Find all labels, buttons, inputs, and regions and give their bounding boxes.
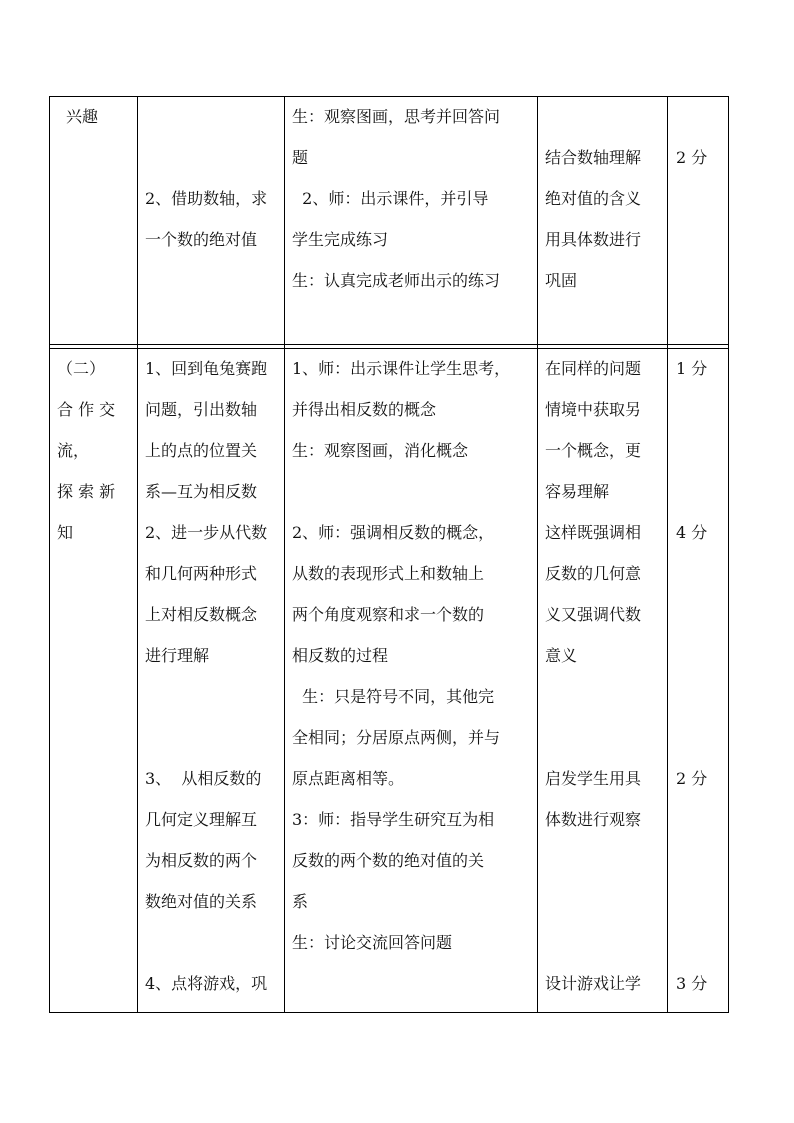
row2-content-cell	[145, 348, 267, 1004]
cell-text-line	[676, 676, 707, 717]
cell-text-line	[145, 96, 267, 137]
cell-text-line	[292, 471, 510, 512]
column-divider-2	[284, 96, 285, 1013]
cell-text-line	[676, 430, 707, 471]
cell-text-line: 意义	[545, 646, 578, 665]
cell-text-line: 在同样的问题	[545, 359, 642, 378]
column-divider-1	[137, 96, 138, 1013]
cell-text-line: 进行理解	[145, 646, 210, 665]
cell-text-line	[145, 137, 267, 178]
cell-text-line: 流，	[57, 441, 90, 460]
row1-stage-cell	[66, 96, 98, 137]
cell-text-line	[545, 840, 641, 881]
cell-text-line: 为相反数的两个	[145, 851, 258, 870]
cell-text-line: 数绝对值的关系	[145, 892, 258, 911]
cell-text-line: 上的点的位置关	[145, 441, 258, 460]
cell-text-line: 设计游戏让学	[545, 974, 642, 993]
cell-text-line: 2、师：强调相反数的概念，	[292, 523, 495, 542]
cell-text-line: 两个角度观察和求一个数的	[292, 605, 485, 624]
table-border-right	[728, 96, 729, 1013]
cell-text-line	[676, 594, 707, 635]
cell-text-line: 合 作 交	[57, 400, 116, 419]
cell-text-line: 反数的两个数的绝对值的关	[292, 851, 485, 870]
cell-text-line: 系—互为相反数	[145, 482, 258, 501]
row1-time-cell	[676, 96, 707, 178]
cell-text-line: 生：认真完成老师出示的练习	[292, 271, 501, 290]
row1-content-cell	[145, 96, 267, 260]
cell-text-line	[676, 471, 707, 512]
cell-text-line: （二）	[57, 359, 106, 378]
cell-text-line: 2、进一步从代数	[145, 523, 268, 542]
cell-text-line: 1、回到龟兔赛跑	[145, 359, 268, 378]
cell-text-line: 学生完成练习	[292, 230, 389, 249]
cell-text-line	[676, 635, 707, 676]
cell-text-line: 问题，引出数轴	[145, 400, 258, 419]
cell-text-line	[545, 676, 641, 717]
cell-text-line: 4、点将游戏，巩	[145, 974, 268, 993]
column-divider-4	[667, 96, 668, 1013]
table-border-bottom	[49, 1012, 729, 1013]
cell-text-line	[676, 717, 707, 758]
table-border-left	[49, 96, 50, 1013]
row1-activity-cell	[292, 96, 500, 301]
cell-text-line: 2 分	[676, 148, 708, 167]
cell-text-line: 相反数的过程	[292, 646, 389, 665]
cell-text-line	[676, 553, 707, 594]
cell-text-line: 1、师：出示课件让学生思考，	[292, 359, 511, 378]
cell-text-line: 绝对值的含义	[545, 189, 642, 208]
cell-text-line	[145, 676, 267, 717]
row2-activity-cell	[292, 348, 510, 963]
cell-text-line: 上对相反数概念	[145, 605, 258, 624]
row-divider	[49, 344, 729, 345]
cell-text-line	[545, 717, 641, 758]
cell-text-line: 和几何两种形式	[145, 564, 258, 583]
cell-text-line: 体数进行观察	[545, 810, 642, 829]
cell-text-line: 启发学生用具	[545, 769, 642, 788]
cell-text-line: 兴趣	[66, 107, 99, 126]
cell-text-line: 生：观察图画，思考并回答问	[292, 107, 501, 126]
cell-text-line	[676, 922, 707, 963]
column-divider-3	[537, 96, 538, 1013]
cell-text-line	[145, 717, 267, 758]
cell-text-line: 这样既强调相	[545, 523, 642, 542]
cell-text-line: 3、 从相反数的	[145, 769, 262, 788]
cell-text-line: 原点距离相等。	[292, 769, 405, 788]
cell-text-line	[676, 389, 707, 430]
cell-text-line: 情境中获取另	[545, 400, 642, 419]
row2-time-cell	[676, 348, 707, 1004]
cell-text-line: 用具体数进行	[545, 230, 642, 249]
cell-text-line: 反数的几何意	[545, 564, 642, 583]
cell-text-line: 义又强调代数	[545, 605, 642, 624]
row2-stage-cell	[57, 348, 115, 553]
cell-text-line: 3 分	[676, 974, 708, 993]
cell-text-line	[676, 840, 707, 881]
cell-text-line: 一个概念，更	[545, 441, 642, 460]
cell-text-line	[545, 922, 641, 963]
cell-text-line: 生：观察图画，消化概念	[292, 441, 469, 460]
cell-text-line: 从数的表现形式上和数轴上	[292, 564, 485, 583]
cell-text-line	[676, 96, 707, 137]
cell-text-line: 2 分	[676, 769, 708, 788]
cell-text-line	[676, 799, 707, 840]
cell-text-line: 生：只是符号不同，其他完	[292, 687, 495, 706]
cell-text-line: 全相同；分居原点两侧，并与	[292, 728, 501, 747]
cell-text-line	[545, 881, 641, 922]
cell-text-line: 生：讨论交流回答问题	[292, 933, 453, 952]
row2-intent-cell	[545, 348, 641, 1004]
cell-text-line: 一个数的绝对值	[145, 230, 258, 249]
cell-text-line: 1 分	[676, 359, 708, 378]
row1-intent-cell	[545, 96, 641, 301]
cell-text-line: 巩固	[545, 271, 578, 290]
cell-text-line	[676, 881, 707, 922]
cell-text-line: 知	[57, 523, 74, 542]
cell-text-line	[145, 922, 267, 963]
cell-text-line: 结合数轴理解	[545, 148, 642, 167]
cell-text-line: 并得出相反数的概念	[292, 400, 437, 419]
cell-text-line: 2、借助数轴，求	[145, 189, 268, 208]
cell-text-line: 探 索 新	[57, 482, 116, 501]
cell-text-line	[545, 96, 641, 137]
cell-text-line: 4 分	[676, 523, 708, 542]
cell-text-line: 容易理解	[545, 482, 610, 501]
cell-text-line: 系	[292, 892, 309, 911]
cell-text-line: 几何定义理解互	[145, 810, 258, 829]
cell-text-line: 3：师：指导学生研究互为相	[292, 810, 495, 829]
cell-text-line: 2、师：出示课件，并引导	[292, 189, 489, 208]
cell-text-line: 题	[292, 148, 309, 167]
